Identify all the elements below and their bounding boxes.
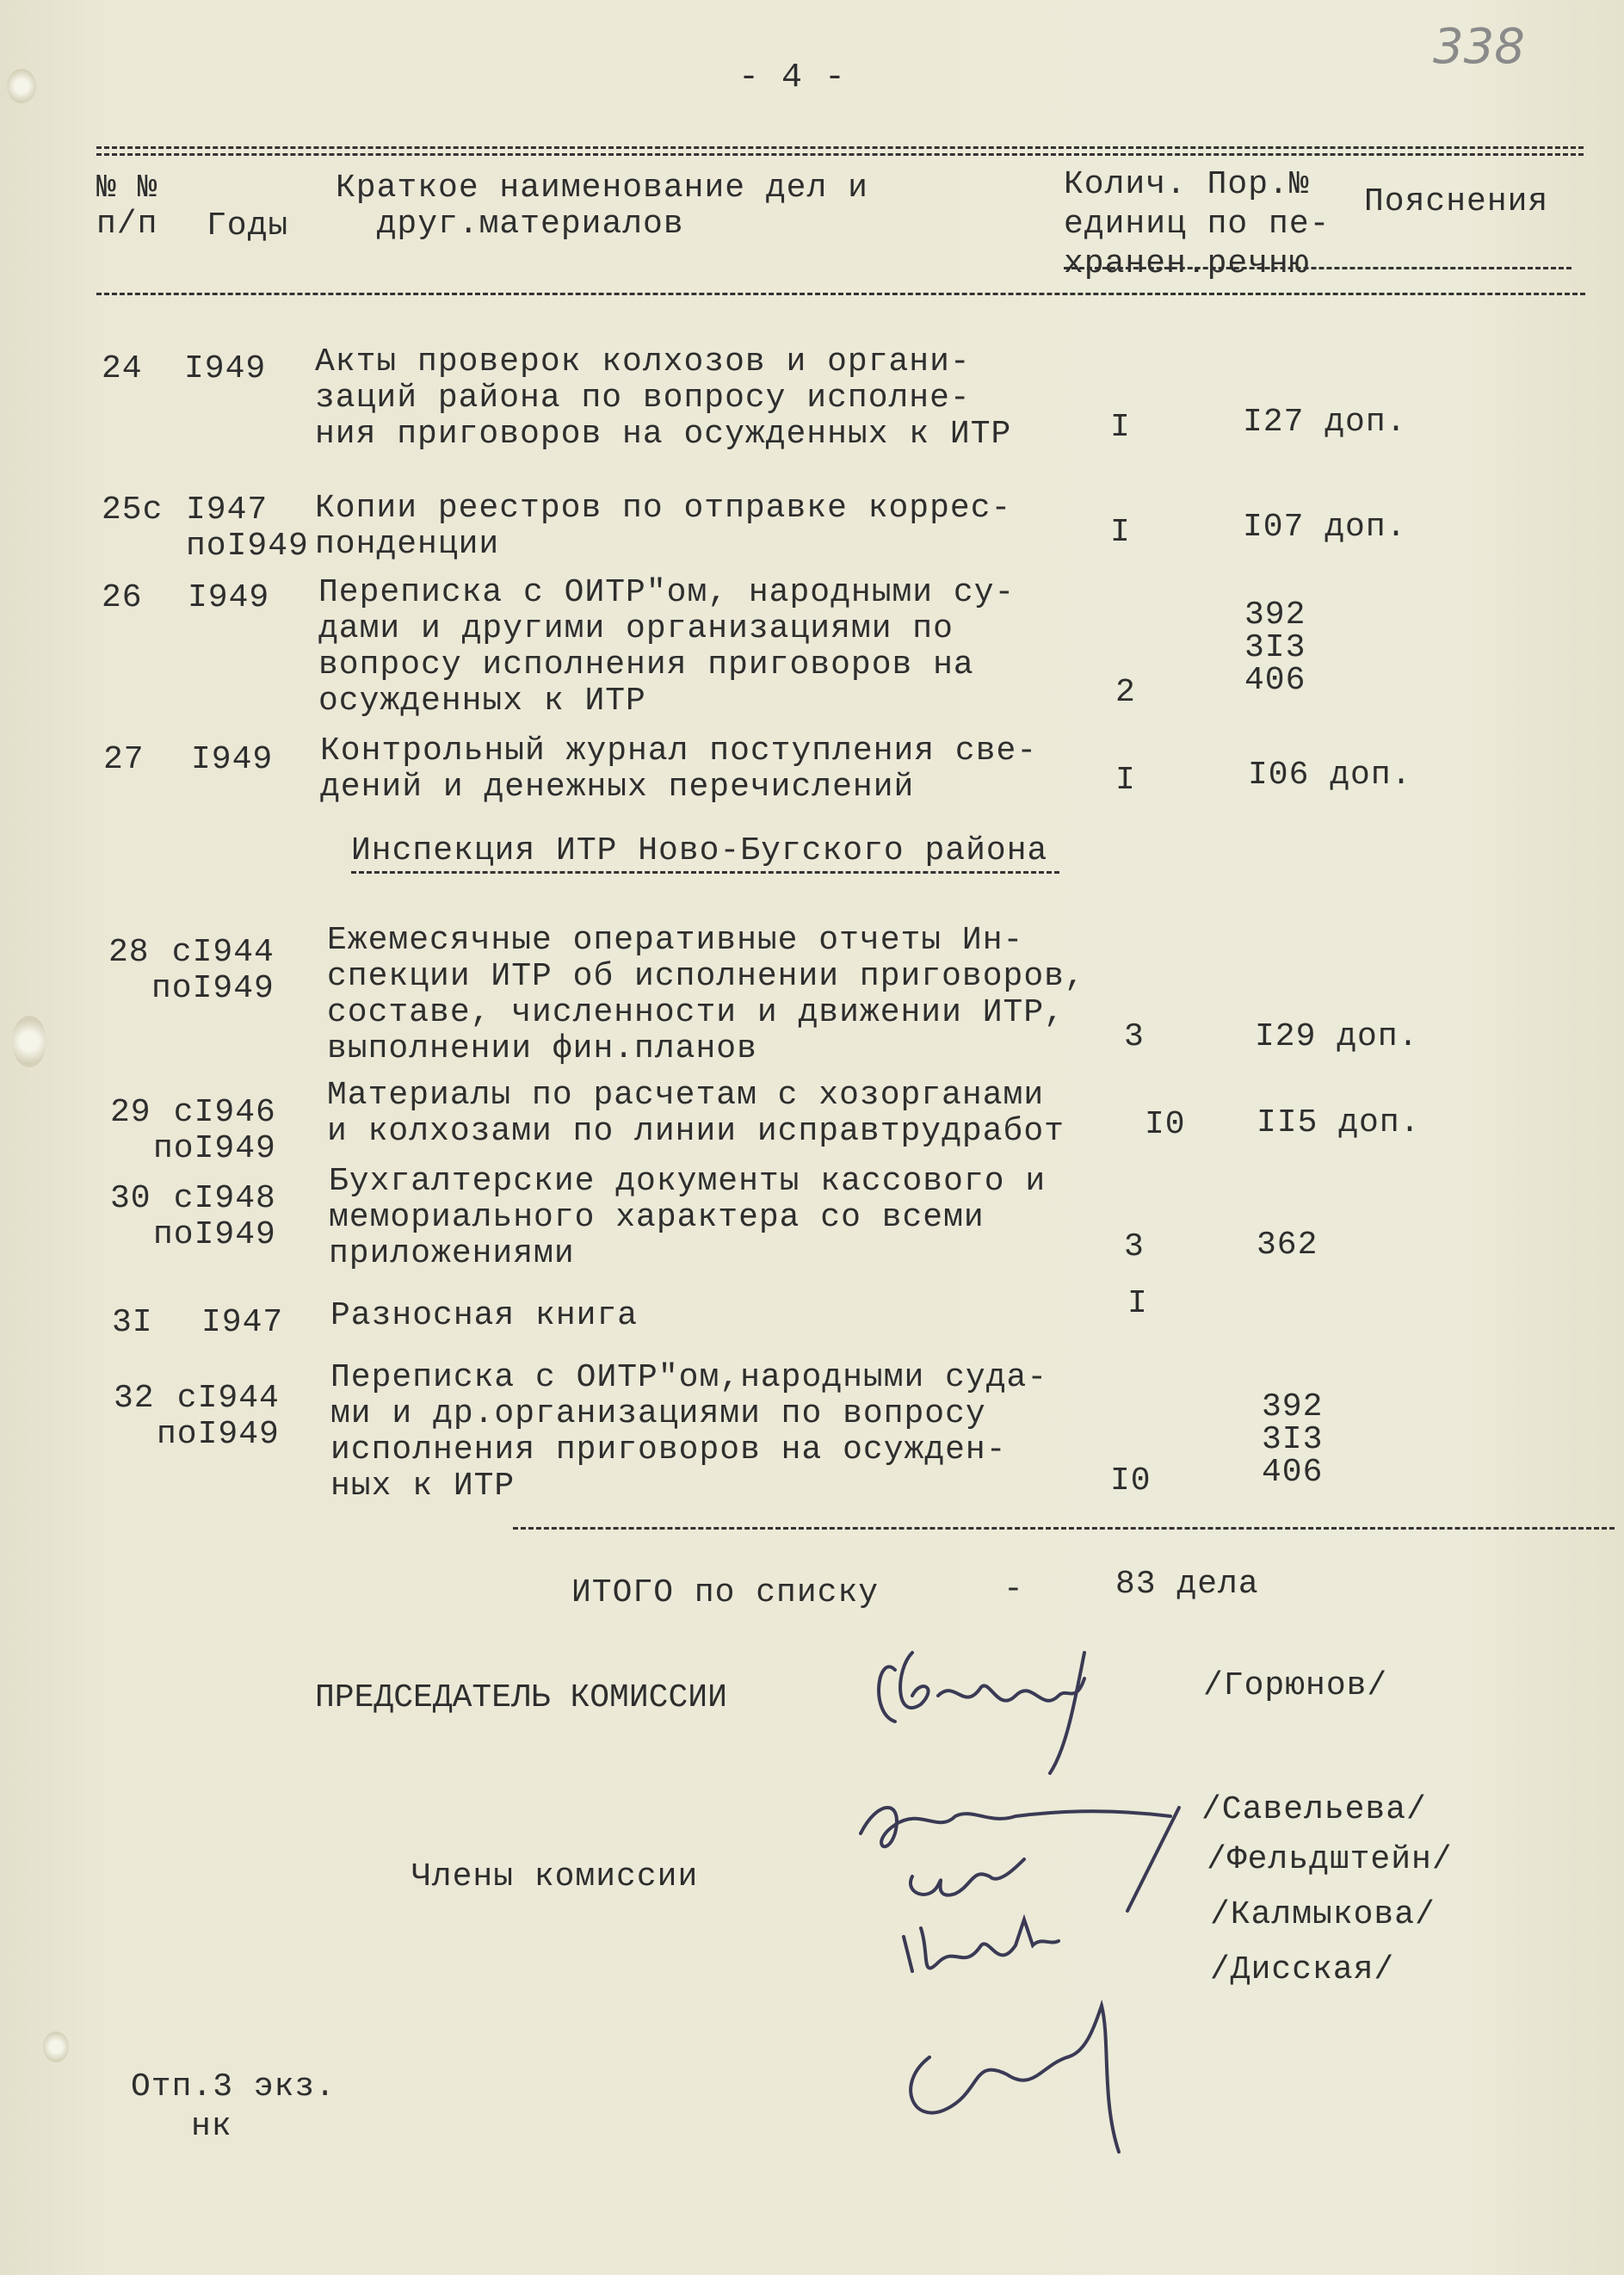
section-heading: Инспекция ИТР Ново-Бугского района bbox=[351, 833, 1059, 874]
row-units: I bbox=[1115, 762, 1136, 799]
row-number: 32 bbox=[114, 1380, 155, 1417]
row-units: I bbox=[1110, 409, 1131, 446]
row-units: I0 bbox=[1145, 1106, 1186, 1143]
row-number: 26 bbox=[102, 579, 143, 616]
row-title: Переписка с ОИТР"ом, народными су- дами и другими организациями по вопросу исполнения приговоров на осужденных к ИТР bbox=[318, 574, 1016, 720]
header-col-units: Колич. Пор.№ единиц по пе- хранен.речню bbox=[1064, 166, 1331, 282]
row-list-number: I06 доп. bbox=[1248, 757, 1412, 794]
row-units: I bbox=[1110, 514, 1131, 551]
member-name: /Савельева/ bbox=[1201, 1791, 1427, 1828]
row-years: I949 bbox=[191, 741, 274, 778]
punch-hole bbox=[12, 1016, 46, 1067]
row-title: Материалы по расчетам с хозорганами и колхозами по линии исправтрудработ bbox=[327, 1077, 1065, 1150]
footer-copies: Отп.3 экз. bbox=[131, 2068, 337, 2105]
header-top-rule bbox=[96, 146, 1584, 149]
row-list-number: I27 доп. bbox=[1243, 404, 1407, 441]
row-years: сI946 поI949 bbox=[153, 1094, 276, 1167]
row-years: сI944 поI949 bbox=[151, 934, 275, 1007]
row-units: I bbox=[1127, 1285, 1148, 1322]
row-years: сI944 поI949 bbox=[157, 1380, 280, 1453]
header-col-number: № № п/п bbox=[96, 170, 158, 243]
row-number: 25с bbox=[102, 491, 164, 529]
total-label: ИТОГО по списку bbox=[571, 1574, 880, 1611]
row-number: 28 bbox=[108, 934, 150, 971]
row-title: Акты проверок колхозов и органи- заций района по вопросу исполне- ния приговоров на осужденных к ИТР bbox=[315, 343, 1012, 453]
row-units: I0 bbox=[1110, 1462, 1152, 1499]
archive-number: 338 bbox=[1433, 19, 1525, 75]
row-number: 27 bbox=[103, 741, 145, 778]
row-number: 30 bbox=[110, 1180, 151, 1217]
chairman-name: /Горюнов/ bbox=[1203, 1667, 1388, 1704]
member-name: /Калмыкова/ bbox=[1210, 1896, 1436, 1933]
row-units: 3 bbox=[1124, 1018, 1145, 1055]
row-title: Бухгалтерские документы кассового и мемориального характера со всеми приложениями bbox=[329, 1163, 1047, 1272]
row-title: Разносная книга bbox=[330, 1297, 639, 1334]
total-value: 83 дела bbox=[1115, 1566, 1259, 1603]
page-number: - 4 - bbox=[738, 59, 847, 97]
row-number: 3I bbox=[112, 1304, 153, 1341]
row-list-number: 362 bbox=[1257, 1227, 1318, 1264]
header-bottom-rule bbox=[96, 293, 1585, 295]
members-title: Члены комиссии bbox=[411, 1858, 699, 1895]
row-list-number: 392 3I3 406 bbox=[1262, 1388, 1324, 1491]
row-title: Контрольный журнал поступления све- дений и денежных перечислений bbox=[320, 733, 1038, 806]
member-name: /Фельдштейн/ bbox=[1207, 1841, 1453, 1878]
row-number: 24 bbox=[102, 350, 143, 387]
row-title: Переписка с ОИТР"ом,народными суда- ми и др.организациями по вопросу исполнения приговоров на осужден- ных к ИТР bbox=[330, 1359, 1048, 1505]
punch-hole bbox=[43, 2031, 69, 2062]
header-col-notes: Пояснения bbox=[1364, 183, 1549, 220]
row-list-number: II5 доп. bbox=[1257, 1104, 1421, 1141]
members-signatures bbox=[843, 1773, 1205, 2178]
row-list-number: I29 доп. bbox=[1255, 1018, 1419, 1055]
header-units-rule bbox=[1064, 267, 1572, 269]
row-years: I947 bbox=[201, 1304, 284, 1341]
row-list-number: I07 доп. bbox=[1243, 509, 1407, 546]
row-years: I947 поI949 bbox=[186, 491, 309, 565]
row-years: сI948 поI949 bbox=[153, 1180, 276, 1253]
chairman-signature bbox=[861, 1618, 1153, 1782]
table-bottom-rule bbox=[513, 1527, 1615, 1530]
row-units: 2 bbox=[1115, 674, 1136, 711]
punch-hole bbox=[7, 69, 36, 103]
row-title: Копии реестров по отправке коррес- понденции bbox=[315, 490, 1012, 563]
chairman-title: ПРЕДСЕДАТЕЛЬ КОМИССИИ bbox=[315, 1679, 727, 1716]
row-years: I949 bbox=[188, 579, 270, 616]
row-units: 3 bbox=[1124, 1228, 1145, 1265]
row-years: I949 bbox=[184, 350, 267, 387]
total-dash: - bbox=[1003, 1571, 1024, 1608]
row-list-number: 392 3I3 406 bbox=[1244, 597, 1306, 699]
header-col-title: Краткое наименование дел и друг.материалов bbox=[336, 170, 868, 243]
member-name: /Дисская/ bbox=[1210, 1951, 1395, 1988]
header-col-years: Годы bbox=[207, 207, 289, 244]
row-title: Ежемесячные оперативные отчеты Ин- спекции ИТР об исполнении приговоров, составе, численности и движении ИТР, выполнении фин.планов bbox=[327, 922, 1085, 1067]
row-number: 29 bbox=[110, 1094, 151, 1131]
footer-initials: нк bbox=[191, 2108, 232, 2145]
